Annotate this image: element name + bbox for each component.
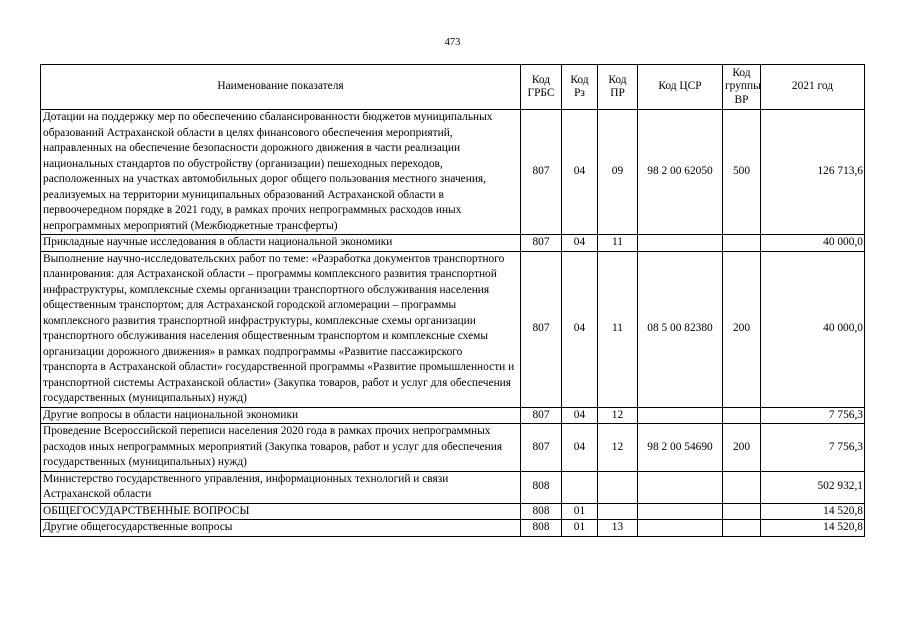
header-year: 2021 год [761, 65, 865, 110]
header-rz: Код Рз [562, 65, 598, 110]
row-grbs: 808 [521, 520, 562, 537]
table-row [41, 235, 865, 252]
row-pr: 11 [598, 235, 638, 252]
row-rz: 04 [562, 235, 598, 252]
row-grbs: 807 [521, 424, 562, 472]
row-amount: 7 756,3 [761, 407, 865, 424]
row-vr: 200 [723, 251, 761, 407]
row-pr [598, 503, 638, 520]
row-amount: 14 520,8 [761, 503, 865, 520]
row-rz: 01 [562, 520, 598, 537]
row-rz: 01 [562, 503, 598, 520]
row-pr: 13 [598, 520, 638, 537]
row-grbs: 807 [521, 110, 562, 235]
table-row [41, 424, 865, 472]
row-vr: 500 [723, 110, 761, 235]
row-vr [723, 503, 761, 520]
row-vr [723, 471, 761, 503]
row-amount: 14 520,8 [761, 520, 865, 537]
table-row [41, 251, 865, 407]
row-csr [638, 407, 723, 424]
row-vr: 200 [723, 424, 761, 472]
header-csr: Код ЦСР [638, 65, 723, 110]
table-row [41, 520, 865, 537]
page-number: 473 [444, 37, 461, 48]
row-amount: 502 932,1 [761, 471, 865, 503]
row-amount: 40 000,0 [761, 235, 865, 252]
row-rz [562, 471, 598, 503]
row-grbs: 807 [521, 235, 562, 252]
table-row [41, 110, 865, 235]
row-name: Дотации на поддержку мер по обеспечению сбалансированности бюджетов муниципальных образований Астраханской области в целях финансового обеспечения мероприятий, направленных на обеспечение безопасности дорожного движения в части реализации национальных стандартов по обустройству (организации) пешеходных переходов, расположенных на участках автомобильных дорог общего пользования местного значения, реализуемых на территории муниципальных образований Астраханской области в первоочередном порядке в 2021 году, в рамках прочих непрограммных расходов иных непрограммных мероприятий (Межбюджетные трансферты) [41, 110, 521, 235]
row-csr [638, 520, 723, 537]
header-row [41, 65, 865, 110]
row-grbs: 807 [521, 407, 562, 424]
header-pr: Код ПР [598, 65, 638, 110]
row-name: Другие вопросы в области национальной экономики [41, 407, 521, 424]
row-csr [638, 471, 723, 503]
row-csr: 98 2 00 62050 [638, 110, 723, 235]
row-rz: 04 [562, 407, 598, 424]
row-csr [638, 503, 723, 520]
row-rz: 04 [562, 424, 598, 472]
row-amount: 40 000,0 [761, 251, 865, 407]
table-row [41, 503, 865, 520]
row-rz: 04 [562, 251, 598, 407]
row-amount: 7 756,3 [761, 424, 865, 472]
row-name: Министерство государственного управления, информационных технологий и связи Астраханской области [41, 471, 521, 503]
table-row [41, 407, 865, 424]
row-csr [638, 235, 723, 252]
row-vr [723, 407, 761, 424]
row-grbs: 808 [521, 471, 562, 503]
row-name: Выполнение научно-исследовательских работ по теме: «Разработка документов транспортного планирования: для Астраханской области – программы комплексного развития транспортной инфраструктуры, комплексные схемы организации транспортного обслуживания населения общественным транспортом; для Астраханской городской агломерации – программы комплексного развития транспортной инфраструктуры, комплексные схемы организации транспортного обслуживания населения общественным транспортом и комплексные схемы организации дорожного движения» в рамках подпрограммы «Развитие пассажирского транспорта в Астраханской области» государственной программы «Развитие промышленности и транспортной системы Астраханской области» (Закупка товаров, работ и услуг для обеспечения государственных (муниципальных) нужд) [41, 251, 521, 407]
header-vr: Код группы ВР [723, 65, 761, 110]
row-name: ОБЩЕГОСУДАРСТВЕННЫЕ ВОПРОСЫ [41, 503, 521, 520]
row-pr: 09 [598, 110, 638, 235]
row-pr: 11 [598, 251, 638, 407]
row-csr: 08 5 00 82380 [638, 251, 723, 407]
row-vr [723, 520, 761, 537]
row-csr: 98 2 00 54690 [638, 424, 723, 472]
row-pr: 12 [598, 424, 638, 472]
header-name: Наименование показателя [41, 65, 521, 110]
row-grbs: 807 [521, 251, 562, 407]
row-rz: 04 [562, 110, 598, 235]
table-row [41, 471, 865, 503]
row-pr: 12 [598, 407, 638, 424]
row-pr [598, 471, 638, 503]
budget-table [40, 64, 865, 537]
row-name: Проведение Всероссийской переписи населения 2020 года в рамках прочих непрограммных расходов иных непрограммных мероприятий (Закупка товаров, работ и услуг для обеспечения государственных (муниципальных) нужд) [41, 424, 521, 472]
row-name: Прикладные научные исследования в области национальной экономики [41, 235, 521, 252]
row-grbs: 808 [521, 503, 562, 520]
row-name: Другие общегосударственные вопросы [41, 520, 521, 537]
row-amount: 126 713,6 [761, 110, 865, 235]
row-vr [723, 235, 761, 252]
header-grbs: Код ГРБС [521, 65, 562, 110]
